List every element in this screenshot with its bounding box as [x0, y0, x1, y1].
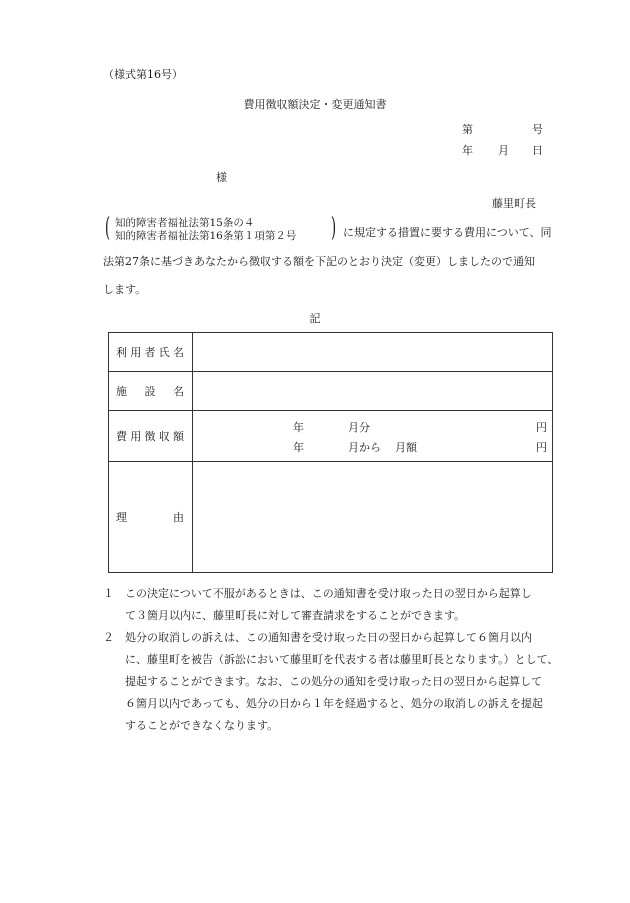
name-label-cell: [109, 333, 193, 372]
fee-month-1: 月分: [348, 421, 370, 434]
law-ref-2: 知的障害者福祉法第16条第１項第２号: [115, 230, 297, 242]
label-char: 由: [173, 511, 184, 524]
body-line-3: します。: [103, 283, 147, 296]
table-row: [109, 411, 553, 462]
number-suffix: 号: [532, 123, 543, 136]
label-char: 名: [173, 346, 184, 359]
fee-line-2: [193, 439, 552, 453]
reason-label-cell: [109, 462, 193, 573]
facility-label-cell: [109, 372, 193, 411]
close-paren: ): [331, 213, 337, 243]
label-char: 徴: [144, 430, 156, 443]
label-char: 用: [130, 430, 142, 443]
fee-yen-2: 円: [536, 441, 547, 454]
note-1: [103, 583, 573, 627]
body-line-2: 法第27条に基づきあなたから徴収する額を下記のとおり決定（変更）しましたので通知: [103, 255, 535, 268]
fee-label-cell: [109, 411, 193, 462]
date-month: 月: [498, 144, 509, 157]
label-char: 設: [144, 385, 156, 398]
label-char: 額: [173, 430, 184, 443]
label-char: 理: [116, 511, 127, 524]
note-line: 提起することができます。なお、この処分の通知を受け取った日の翌日から起算して: [125, 675, 543, 688]
note-2: [103, 627, 573, 737]
issuer: 藤里町長: [492, 197, 536, 210]
fee-yen-1: 円: [536, 421, 547, 434]
law-ref-1: 知的障害者福祉法第15条の４: [115, 217, 255, 229]
note-line: ６箇月以内であっても、処分の日から１年を経過すると、処分の取消しの訴えを提起: [125, 697, 543, 710]
label-char: 用: [130, 346, 142, 359]
date-year: 年: [462, 144, 473, 157]
fee-monthly-2: 月額: [395, 441, 417, 454]
label-char: 者: [144, 346, 156, 359]
note-line: に、藤里町を被告（訴訟において藤里町を代表する者は藤里町長となります。）として、: [125, 653, 559, 666]
label-char: 収: [158, 430, 170, 443]
facility-label: [109, 383, 192, 399]
reason-value-field[interactable]: [193, 462, 553, 573]
label-char: 名: [173, 385, 184, 398]
number-label: 第: [462, 123, 473, 136]
reason-label: [109, 509, 192, 525]
label-char: 氏: [158, 346, 170, 359]
body-line-1: に規定する措置に要する費用について、同: [343, 226, 552, 239]
facility-value-field[interactable]: [193, 372, 553, 411]
open-paren: (: [105, 213, 111, 243]
name-label: [109, 344, 192, 360]
addressee-suffix: 様: [216, 171, 227, 184]
note-line: ２ 処分の取消しの訴えは、この通知書を受け取った日の翌日から起算して６箇月以内: [103, 631, 532, 644]
note-line: １ この決定について不服があるときは、この通知書を受け取った日の翌日から起算し: [103, 587, 532, 600]
details-table: [108, 332, 553, 573]
table-row: [109, 462, 553, 573]
document-title: 費用徴収額決定・変更通知書: [243, 98, 387, 111]
fee-value-field[interactable]: [193, 411, 553, 462]
label-char: 施: [116, 385, 127, 398]
label-char: 費: [116, 430, 127, 443]
note-line: て３箇月以内に、藤里町長に対して審査請求をすることができます。: [125, 609, 466, 622]
label-char: 利: [116, 346, 127, 359]
table-row: [109, 372, 553, 411]
law-reference-block: [105, 213, 340, 244]
fee-year-1: 年: [293, 421, 304, 434]
name-value-field[interactable]: [193, 333, 553, 372]
table-row: [109, 333, 553, 372]
fee-line-1: [193, 419, 552, 433]
fee-label: [109, 428, 192, 444]
fee-month-2: 月から: [348, 441, 381, 454]
form-number: （様式第16号）: [103, 68, 183, 81]
note-line: することができなくなります。: [125, 719, 279, 732]
fee-year-2: 年: [293, 441, 304, 454]
ki-heading: 記: [309, 312, 321, 325]
date-day: 日: [532, 144, 543, 157]
